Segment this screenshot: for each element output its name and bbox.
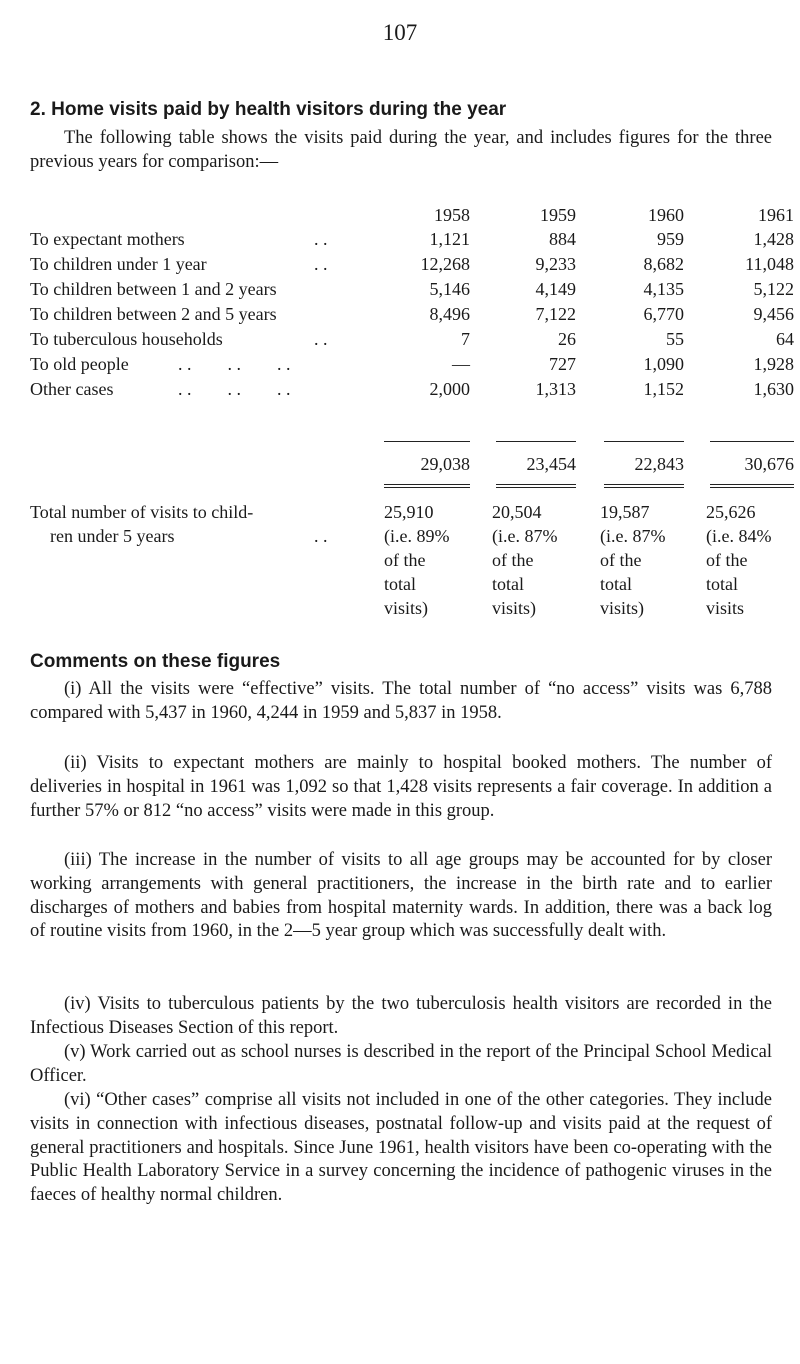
page-number: 107: [382, 20, 418, 45]
comment-paragraph: (ii) Visits to expectant mothers are mainly to hospital booked mothers. The number of deliveries in hospital in 1961 was 1,092 so that 1,428 visits represents a fair coverage. In addition a further 57% or 812 “no access” visits were made in this group.: [30, 753, 772, 821]
row-value: 1,152: [643, 379, 684, 399]
row-value: 5,122: [753, 279, 794, 299]
row-value: 12,268: [420, 254, 470, 274]
row-value: 727: [549, 354, 576, 374]
row-value: 1,090: [643, 354, 684, 374]
row-value: 11,048: [745, 254, 794, 274]
under5-of-the: of the: [600, 550, 642, 570]
row-value: 1,121: [429, 229, 470, 249]
row-value: 4,135: [643, 279, 684, 299]
under5-of-the: of the: [384, 550, 426, 570]
row-value: 5,146: [429, 279, 470, 299]
under5-visits: visits): [384, 598, 429, 618]
under5-values: 25,910: [384, 502, 434, 522]
comment-paragraph: (vi) “Other cases” comprise all visits not included in one of the other categories. They include visits in connection with infectious diseases, postnatal follow-up and visits paid at the request of general practitioners and hospitals. Since June 1961, health visitors have been co-operating with the Public Health Laboratory Service in a survey concerning the incidence of pathogenic viruses in the faeces of healthy normal children.: [30, 1090, 772, 1206]
total-double-rule: [384, 484, 470, 488]
leader-dots: . . . . . .: [178, 354, 291, 374]
section-title: 2. Home visits paid by health visitors during the year: [30, 99, 507, 120]
row-label: To children under 1 year: [30, 254, 207, 274]
comment-paragraph: (iii) The increase in the number of visits to all age groups may be accounted for by closer working arrangements with general practitioners, the increase in the birth rate and to earlier discharges of mothers and babies from hospital maternity wards. In addition, there was a back log of routine visits from 1960, in the 2—5 year group which was successfully dealt with.: [30, 850, 772, 942]
under5-values: 20,504: [492, 502, 542, 522]
total-value: 30,676: [744, 454, 794, 474]
under5-pct-lines: (i.e. 87%: [600, 526, 666, 546]
row-value: 7,122: [535, 304, 576, 324]
comments-title: Comments on these figures: [30, 651, 281, 672]
comment-paragraph: (i) All the visits were “effective” visits. The total number of “no access” visits was 6,788 compared with 5,437 in 1960, 4,244 in 1959 and 5,837 in 1958.: [30, 679, 772, 723]
row-value: 1,313: [535, 379, 576, 399]
row-label: To children between 2 and 5 years: [30, 304, 277, 324]
row-value: 959: [657, 229, 684, 249]
leader-dots: . . . . . .: [178, 379, 291, 399]
under5-of-the: of the: [492, 550, 534, 570]
under5-label-line2: ren under 5 years: [50, 526, 175, 546]
under5-total: total: [706, 574, 738, 594]
year-header: 1961: [758, 205, 794, 225]
year-header: 1959: [540, 205, 576, 225]
row-value: 8,682: [643, 254, 684, 274]
total-double-rule: [604, 484, 684, 488]
section-intro: The following table shows the visits paid during the year, and includes figures for the three previous years for comparison:—: [30, 128, 772, 172]
row-label: To tuberculous households: [30, 329, 223, 349]
total-value: 23,454: [526, 454, 576, 474]
row-value: 9,456: [753, 304, 794, 324]
row-value: 8,496: [429, 304, 470, 324]
comment-paragraph: (iv) Visits to tuberculous patients by the two tuberculosis health visitors are recorded in the Infectious Diseases Section of this report.: [30, 994, 772, 1038]
under5-pct-lines: (i.e. 87%: [492, 526, 558, 546]
total-double-rule: [496, 484, 576, 488]
under5-pct-lines: (i.e. 84%: [706, 526, 772, 546]
visits-table: [30, 205, 800, 635]
leader-dots: . .: [314, 254, 328, 274]
leader-dots: . .: [314, 329, 328, 349]
under5-visits: visits): [600, 598, 645, 618]
under5-leader-dots: . .: [314, 526, 328, 546]
under5-label-line1: Total number of visits to child-: [30, 502, 254, 522]
row-value: 7: [461, 329, 470, 349]
under5-pct-lines: (i.e. 89%: [384, 526, 450, 546]
total-value: 29,038: [420, 454, 470, 474]
row-value: 4,149: [535, 279, 576, 299]
row-value: 884: [549, 229, 576, 249]
row-value: 1,928: [753, 354, 794, 374]
under5-values: 19,587: [600, 502, 650, 522]
row-label: Other cases: [30, 379, 114, 399]
total-value: 22,843: [634, 454, 684, 474]
year-header: 1958: [434, 205, 470, 225]
under5-of-the: of the: [706, 550, 748, 570]
sum-rule: [604, 441, 684, 442]
row-value: 6,770: [643, 304, 684, 324]
under5-visits: visits: [706, 598, 745, 618]
under5-total: total: [384, 574, 416, 594]
sum-rule: [710, 441, 794, 442]
row-value: 26: [558, 329, 576, 349]
row-value: 1,428: [753, 229, 794, 249]
row-value: 1,630: [753, 379, 794, 399]
under5-visits: visits): [492, 598, 537, 618]
row-value: 55: [666, 329, 684, 349]
under5-values: 25,626: [706, 502, 756, 522]
row-value: 64: [776, 329, 794, 349]
row-label: To children between 1 and 2 years: [30, 279, 277, 299]
leader-dots: . .: [314, 229, 328, 249]
row-value: 2,000: [429, 379, 470, 399]
row-value: 9,233: [535, 254, 576, 274]
sum-rule: [384, 441, 470, 442]
total-double-rule: [710, 484, 794, 488]
row-label: To expectant mothers: [30, 229, 185, 249]
sum-rule: [496, 441, 576, 442]
row-label: To old people: [30, 354, 129, 374]
under5-total: total: [600, 574, 632, 594]
comment-paragraph: (v) Work carried out as school nurses is described in the report of the Principal School Medical Officer.: [30, 1042, 772, 1086]
year-header: 1960: [648, 205, 684, 225]
under5-total: total: [492, 574, 524, 594]
row-value: —: [452, 354, 470, 374]
